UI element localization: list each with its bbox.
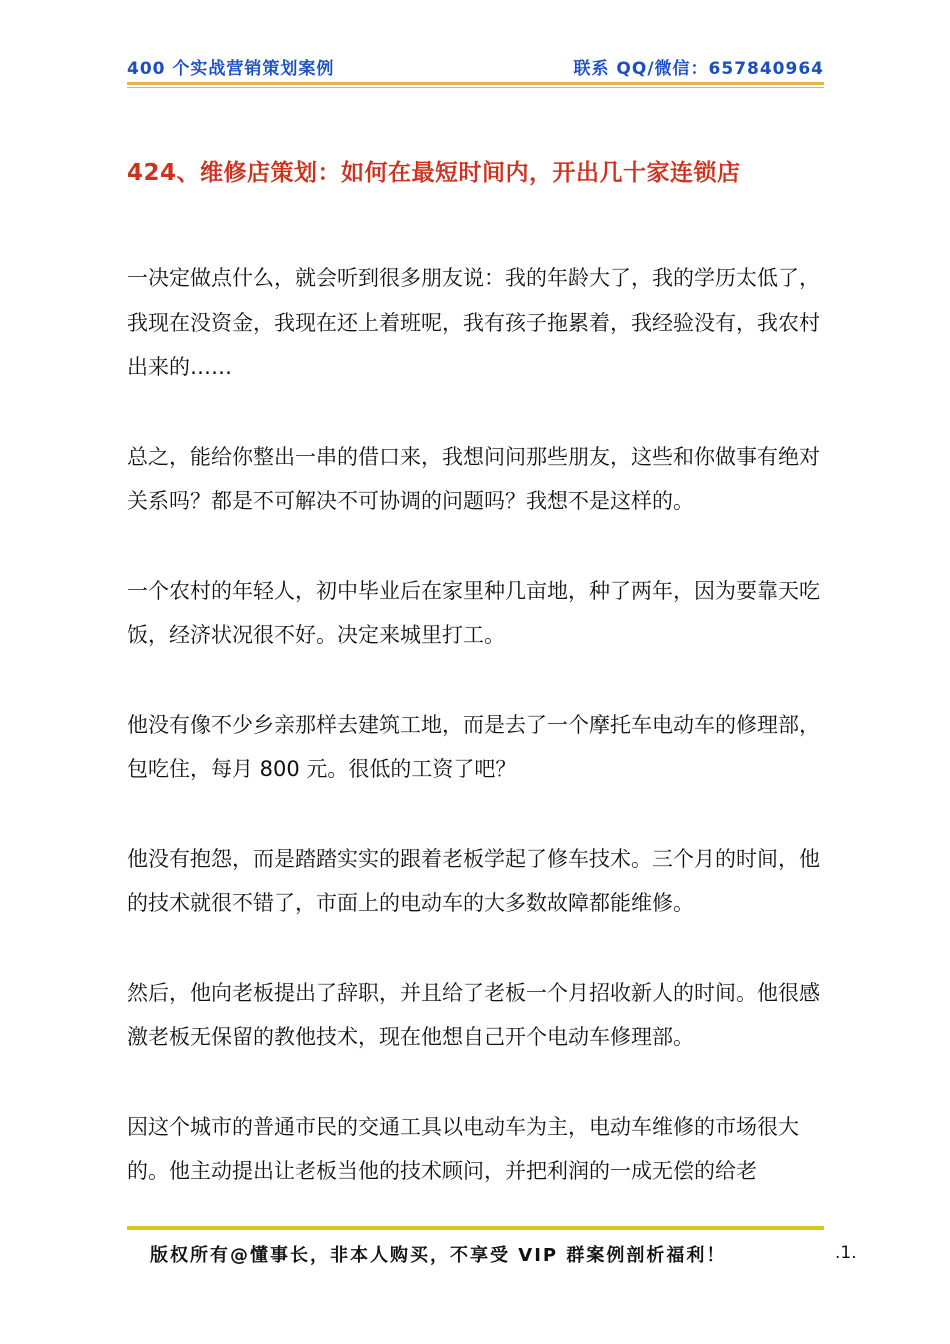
page-number: .1. (835, 1243, 857, 1263)
article-title: 424、维修店策划：如何在最短时间内，开出几十家连锁店 (127, 160, 741, 186)
paragraph: 一个农村的年轻人，初中毕业后在家里种几亩地，种了两年，因为要靠天吃饭，经济状况很不好。决定来城里打工。 (127, 578, 820, 647)
copyright-notice: 版权所有@懂事长，非本人购买，不享受 VIP 群案例剖析福利！ (150, 1245, 727, 1266)
paragraph: 然后，他向老板提出了辞职，并且给了老板一个月招收新人的时间。他很感激老板无保留的教他技术，现在他想自己开个电动车修理部。 (127, 980, 820, 1049)
paragraph: 总之，能给你整出一串的借口来，我想问问那些朋友，这些和你做事有绝对关系吗？都是不可解决不可协调的问题吗？我想不是这样的。 (127, 444, 820, 513)
paragraph: 他没有抱怨，而是踏踏实实的跟着老板学起了修车技术。三个月的时间，他的技术就很不错了，市面上的电动车的大多数故障都能维修。 (127, 846, 820, 915)
header-divider (127, 82, 824, 85)
header-series-title: 400 个实战营销策划案例 (127, 59, 335, 79)
page-header (127, 54, 824, 80)
header-contact: 联系 QQ/微信：657840964 (573, 59, 824, 79)
footer-divider (127, 1226, 824, 1230)
article-body (127, 256, 827, 1239)
header-divider-thin (127, 87, 824, 88)
paragraph: 因这个城市的普通市民的交通工具以电动车为主，电动车维修的市场很大的。他主动提出让老板当他的技术顾问，并把利润的一成无偿的给老 (127, 1114, 799, 1183)
paragraph: 他没有像不少乡亲那样去建筑工地，而是去了一个摩托车电动车的修理部，包吃住，每月 800 元。很低的工资了吧？ (127, 712, 820, 781)
paragraph: 一决定做点什么，就会听到很多朋友说：我的年龄大了，我的学历太低了，我现在没资金，我现在还上着班呢，我有孩子拖累着，我经验没有，我农村出来的…… (127, 266, 820, 379)
